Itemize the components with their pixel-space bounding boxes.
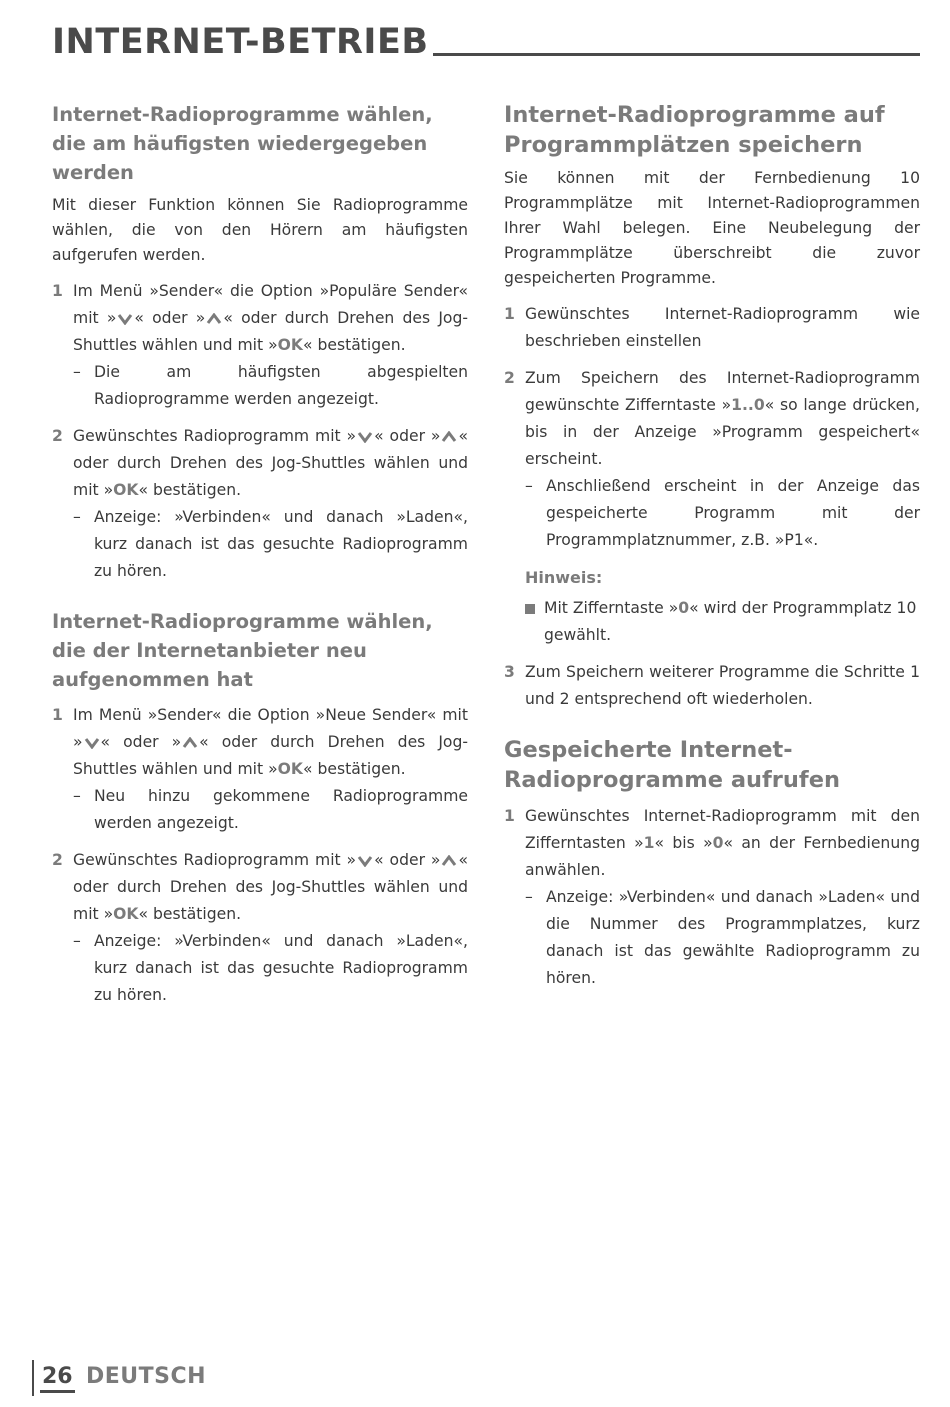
chevron-down-icon bbox=[357, 431, 373, 443]
step-2-new bbox=[52, 847, 468, 928]
step-number: 3 bbox=[504, 663, 515, 681]
step-number: 1 bbox=[504, 807, 515, 825]
section-intro-popular: Mit dieser Funktion können Sie Radioprogramme wählen, die von den Hörern am häufigsten aufgerufen werden. bbox=[52, 196, 468, 264]
dash-marker: – bbox=[73, 932, 81, 950]
step-text: Im Menü »Sender« die Option »Neue Sender« mit » « oder » « oder durch Drehen des Jog-Shuttles wählen und mit »OK« bestätigen. bbox=[73, 706, 468, 778]
step-text: Gewünschtes Internet-Radioprogramm wie beschrieben einstellen bbox=[525, 305, 920, 350]
page-title: INTERNET-BETRIEB bbox=[52, 22, 433, 62]
step-1-new bbox=[52, 702, 468, 783]
chevron-down-icon bbox=[117, 313, 133, 325]
step-3-store bbox=[504, 659, 920, 713]
chevron-down-icon bbox=[357, 855, 373, 867]
step-text: Zum Speichern weiterer Programme die Schritte 1 und 2 entsprechend oft wiederholen. bbox=[525, 663, 920, 708]
step-text: Gewünschtes Radioprogramm mit » « oder » « oder durch Drehen des Jog-Shuttles wählen und mit »OK« bestätigen. bbox=[73, 427, 468, 499]
section-heading-recall: Gespeicherte Internet-Radioprogramme aufrufen bbox=[504, 737, 840, 793]
step-2-popular bbox=[52, 423, 468, 504]
ok-key: OK bbox=[277, 336, 303, 354]
step-number: 2 bbox=[504, 369, 515, 387]
square-bullet-icon bbox=[525, 595, 544, 649]
step-text: Im Menü »Sender« die Option »Populäre Sender« mit » « oder » « oder durch Drehen des Jog-Shuttles wählen und mit »OK« bestätigen. bbox=[73, 282, 468, 354]
dash-marker: – bbox=[73, 508, 81, 526]
dash-marker: – bbox=[73, 363, 81, 381]
section-heading-popular: Internet-Radioprogramme wählen, die am häufigsten wiedergegeben werden bbox=[52, 103, 433, 184]
sub-item: – Anzeige: »Verbinden« und danach »Laden«, kurz danach ist das gesuchte Radioprogramm zu hören. bbox=[73, 928, 468, 1009]
step-number: 2 bbox=[52, 427, 63, 445]
footer-rule bbox=[32, 1360, 34, 1396]
section-heading-new: Internet-Radioprogramme wählen, die der Internetanbieter neu aufgenommen hat bbox=[52, 610, 433, 691]
dash-marker: – bbox=[525, 477, 533, 495]
section-heading-store: Internet-Radioprogramme auf Programmplätzen speichern bbox=[504, 102, 885, 158]
step-text: Zum Speichern des Internet-Radioprogramm gewünschte Zifferntaste »1..0« so lange drücken, bis in der Anzeige »Programm gespeichert« erscheint. bbox=[525, 369, 921, 468]
digit-key: 0 bbox=[712, 834, 724, 852]
step-number: 2 bbox=[52, 851, 63, 869]
sub-item: – Anzeige: »Verbinden« und danach »Laden« und die Nummer des Programmplatzes, kurz danach ist das gewählte Radioprogramm zu hören. bbox=[525, 884, 920, 992]
sub-item: – Anschließend erscheint in der Anzeige das gespeicherte Programm mit der Programmplatznummer, z.B. »P1«. bbox=[525, 473, 920, 554]
note-item bbox=[525, 595, 920, 649]
step-text: Gewünschtes Internet-Radioprogramm mit den Zifferntasten »1« bis »0« an der Fernbedienung anwählen. bbox=[525, 807, 920, 879]
sub-item: – Neu hinzu gekommene Radioprogramme werden angezeigt. bbox=[73, 783, 468, 837]
chevron-up-icon bbox=[441, 431, 457, 443]
left-column bbox=[52, 100, 468, 1009]
sub-item: – Die am häufigsten abgespielten Radioprogramme werden angezeigt. bbox=[73, 359, 468, 413]
chevron-up-icon bbox=[206, 313, 222, 325]
footer-language: DEUTSCH bbox=[86, 1364, 207, 1389]
step-2-store bbox=[504, 365, 920, 473]
step-number: 1 bbox=[52, 706, 63, 724]
chevron-up-icon bbox=[182, 737, 198, 749]
sub-item: – Anzeige: »Verbinden« und danach »Laden«, kurz danach ist das gesuchte Radioprogramm zu hören. bbox=[73, 504, 468, 585]
step-1-recall bbox=[504, 803, 920, 884]
step-1-popular bbox=[52, 278, 468, 359]
digit-key: 1 bbox=[643, 834, 655, 852]
dash-marker: – bbox=[73, 787, 81, 805]
right-column bbox=[504, 100, 920, 992]
ok-key: OK bbox=[113, 905, 139, 923]
digit-key: 1..0 bbox=[731, 396, 765, 414]
ok-key: OK bbox=[113, 481, 139, 499]
page-header bbox=[52, 22, 920, 62]
chevron-down-icon bbox=[84, 737, 100, 749]
note-text: Mit Zifferntaste »0« wird der Programmplatz 10 gewählt. bbox=[544, 599, 917, 644]
note-heading: Hinweis: bbox=[525, 568, 603, 587]
step-number: 1 bbox=[504, 305, 515, 323]
page-number: 26 bbox=[40, 1364, 75, 1393]
step-1-store bbox=[504, 301, 920, 355]
step-number: 1 bbox=[52, 282, 63, 300]
digit-key: 0 bbox=[678, 599, 690, 617]
dash-marker: – bbox=[525, 888, 533, 906]
chevron-up-icon bbox=[441, 855, 457, 867]
ok-key: OK bbox=[277, 760, 303, 778]
step-text: Gewünschtes Radioprogramm mit » « oder » « oder durch Drehen des Jog-Shuttles wählen und mit »OK« bestätigen. bbox=[73, 851, 468, 923]
section-intro-store: Sie können mit der Fernbedienung 10 Programmplätze mit Internet-Radioprogrammen Ihrer Wahl belegen. Eine Neubelegung der Programmplätze überschreibt die zuvor gespeicherten Programme. bbox=[504, 169, 920, 287]
